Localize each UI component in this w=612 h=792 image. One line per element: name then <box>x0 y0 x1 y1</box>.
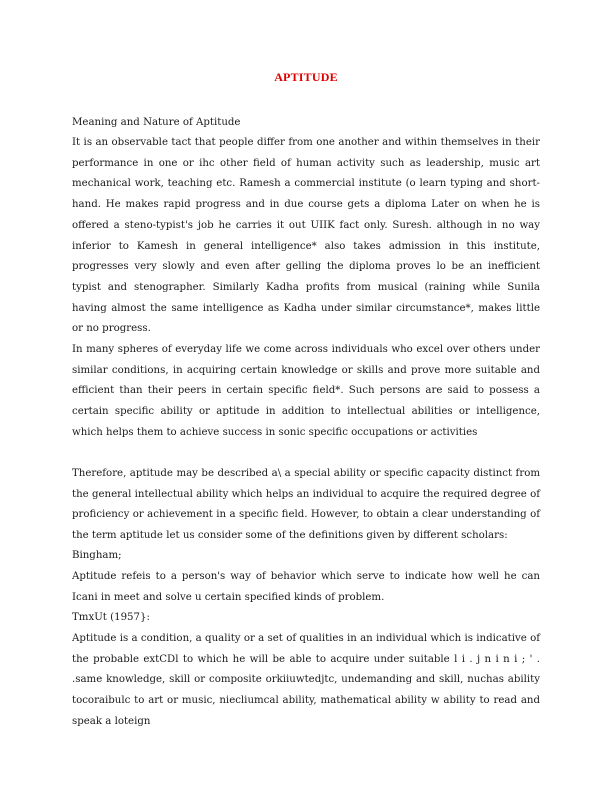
document-title: APTITUDE <box>274 70 338 84</box>
definition-label-traxler: TmxUt (1957}: <box>72 612 150 623</box>
definition-traxler: Aptitude is a condition, a quality or a set of qualities in an individual which is indicative of the probable extCDl to which he will be able to acquire under suitable l i . j n i n i ; ' . .same knowledge, skill or composite orkiiuwtedjtc, undemanding and skill, nuchas ability tocoraibulc to art or music, niecliumcal ability, mathematical ability w ability to read and speak a loteign <box>72 633 540 727</box>
section-heading: Meaning and Nature of Aptitude <box>72 117 241 128</box>
paragraph-intro: It is an observable tact that people differ from one another and within themselves in their performance in one or ihc other field of human activity such as leadership, music art mechanical work, teaching etc. Ramesh a commercial institute (o learn typing and short-hand. He makes rapid progress and in due course gets a diploma Later on when he is offered a steno-typist's job he carries it out UIIK fact only. Suresh. although in no way inferior to Kamesh in general intelligence* also takes admission in this institute, progresses very slowly and even after gelling the diploma proves lo be an inefficient typist and stenographer. Similarly Kadha profits from musical (raining while Sunila having almost the same intelligence as Kadha under similar circumstance*, makes little or no progress. <box>72 137 540 335</box>
paragraph-specific-ability: In many spheres of everyday life we come across individuals who excel over others under similar conditions, in acquiring certain knowledge or skills and prove more suitable and efficient than their peers in certain specific field*. Such persons are said to possess a certain specific ability or aptitude in addition to intellectual abilities or intelligence, which helps them to achieve success in sonic specific occupations or activities <box>72 344 540 438</box>
paragraph-aptitude-description: Therefore, aptitude may be described a\ a special ability or specific capacity distinct from the general intellectual ability which helps an individual to acquire the required degree of proficiency or achievement in a specific field. However, to obtain a clear understanding of the term aptitude let us consider some of the definitions given by different scholars: <box>72 468 540 542</box>
definition-bingham: Aptitude refeis to a person's way of behavior which serve to indicate how well he can Icani in meet and solve u certain specified kinds of problem. <box>72 571 540 603</box>
definition-label-bingham: Bingham; <box>72 550 122 561</box>
